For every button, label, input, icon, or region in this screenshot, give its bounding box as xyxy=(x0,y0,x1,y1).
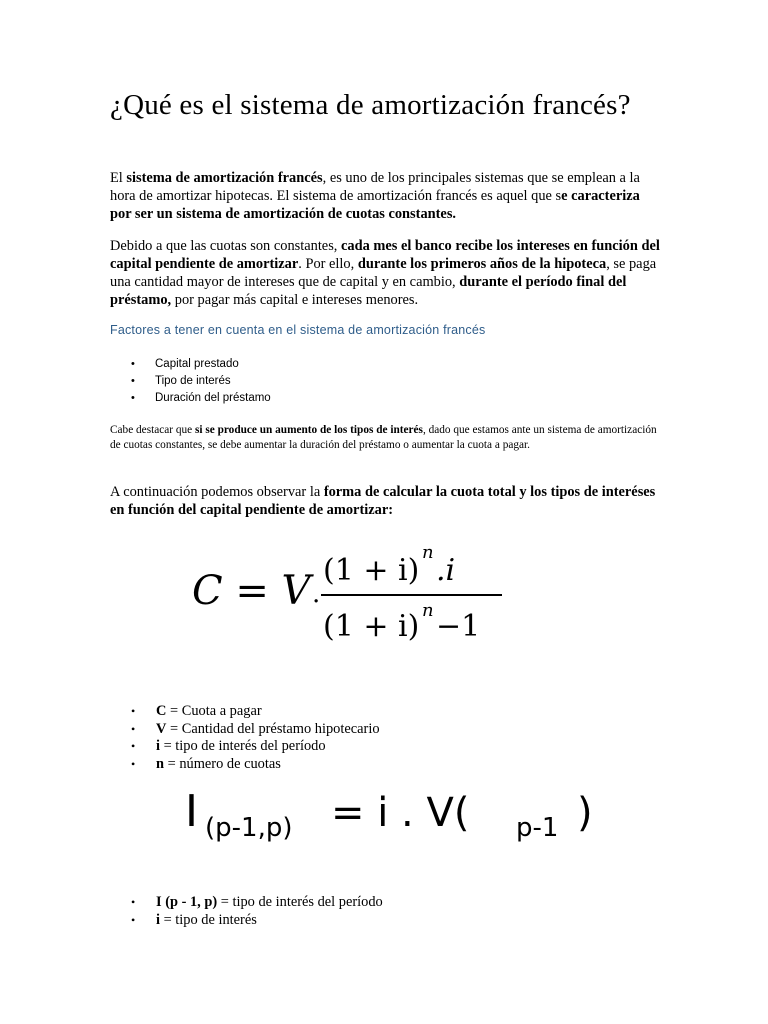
variable-symbol: n xyxy=(156,755,165,772)
formula-num-tail: .i xyxy=(436,553,456,588)
bold-run: durante los primeros años de la hipoteca xyxy=(357,256,607,272)
variable-desc: = número de cuotas xyxy=(164,755,281,772)
formula-interes-periodo xyxy=(183,780,603,850)
formula-num-exponent: n xyxy=(422,542,434,563)
text-run: , se paga una cantidad mayor de intereses que de capital y en cambio, xyxy=(110,256,657,290)
paragraph-formula-intro xyxy=(110,483,660,519)
variable-symbol: i xyxy=(156,738,160,754)
list-item xyxy=(110,912,383,930)
variable-desc: = Cuota a pagar xyxy=(166,703,262,719)
formula-cuota-total xyxy=(188,532,518,652)
list-item xyxy=(110,703,380,721)
variable-symbol: i xyxy=(156,911,160,928)
list-item: • Tipo de interés xyxy=(110,373,271,390)
text-run: , dado que estamos ante un sistema de amortización de cuotas constantes, se debe aumentar la duración del préstamo o aumentar la cuota a pagar. xyxy=(110,424,657,451)
bold-run: durante el período final del préstamo, xyxy=(110,274,627,308)
bold-run: si se produce un aumento de los tipos de interés xyxy=(195,424,423,436)
paragraph-constant-cuotas xyxy=(110,237,660,309)
text-run: Debido a que las cuotas son constantes, xyxy=(110,238,341,254)
variables-list-2 xyxy=(110,894,383,929)
list-item xyxy=(110,756,380,774)
list-item: • Capital prestado xyxy=(110,356,271,373)
formula-dot: . xyxy=(312,579,321,609)
section-subheading: Factores a tener en cuenta en el sistema de amortización francés xyxy=(110,323,486,337)
bold-run: sistema de amortización francés xyxy=(126,170,323,186)
list-item xyxy=(110,894,383,912)
text-run: por pagar más capital e intereses menores. xyxy=(171,292,419,308)
variable-symbol: I (p - 1, p) xyxy=(156,894,218,910)
bold-run: forma de calcular la cuota total y los tipos de interéses en función del capital pendiente de amortizar: xyxy=(110,484,656,518)
text-run: , es uno de los principales sistemas que se emplean a la hora de amortizar hipotecas. El sistema de amortización francés es aquel que s xyxy=(110,170,640,204)
formula2-rhs: = i . V( xyxy=(331,790,470,836)
formula-numerator: (1 + i) xyxy=(323,553,420,588)
text-run: . Por ello, xyxy=(298,256,358,272)
text-run: Cabe destacar que xyxy=(110,424,195,436)
variable-symbol: V xyxy=(156,720,167,737)
bold-run: cada mes el banco recibe los intereses en función del capital pendiente de amortizar xyxy=(110,238,660,272)
formula2-lhs: I xyxy=(185,786,198,837)
formula-denominator: (1 + i) xyxy=(323,609,420,644)
formula2-close-paren: ) xyxy=(577,790,593,836)
factors-list xyxy=(110,356,271,407)
variable-desc: = tipo de interés xyxy=(160,911,257,928)
variable-desc: = Cantidad del préstamo hipotecario xyxy=(166,720,380,737)
text-run: El xyxy=(110,170,127,186)
variable-desc: = tipo de interés del período xyxy=(217,894,383,910)
list-item xyxy=(110,721,380,739)
formula2-lhs-subscript: (p-1,p) xyxy=(205,813,293,843)
text-run: A continuación podemos observar la xyxy=(110,484,324,500)
list-item xyxy=(110,738,380,756)
variable-desc: = tipo de interés del período xyxy=(160,738,326,754)
variable-symbol: C xyxy=(156,703,167,719)
formula-den-tail: −1 xyxy=(436,609,481,644)
formula-den-exponent: n xyxy=(422,600,434,621)
bold-run: e caracteriza por ser un sistema de amortización de cuotas constantes. xyxy=(110,188,640,222)
paragraph-note xyxy=(110,423,660,452)
variables-list xyxy=(110,703,380,773)
formula2-rhs-subscript: p-1 xyxy=(516,813,559,843)
paragraph-intro xyxy=(110,169,660,223)
page-title: ¿Qué es el sistema de amortización francés? xyxy=(110,89,631,121)
list-item: • Duración del préstamo xyxy=(110,390,271,407)
formula-lhs: C = V xyxy=(192,568,311,614)
